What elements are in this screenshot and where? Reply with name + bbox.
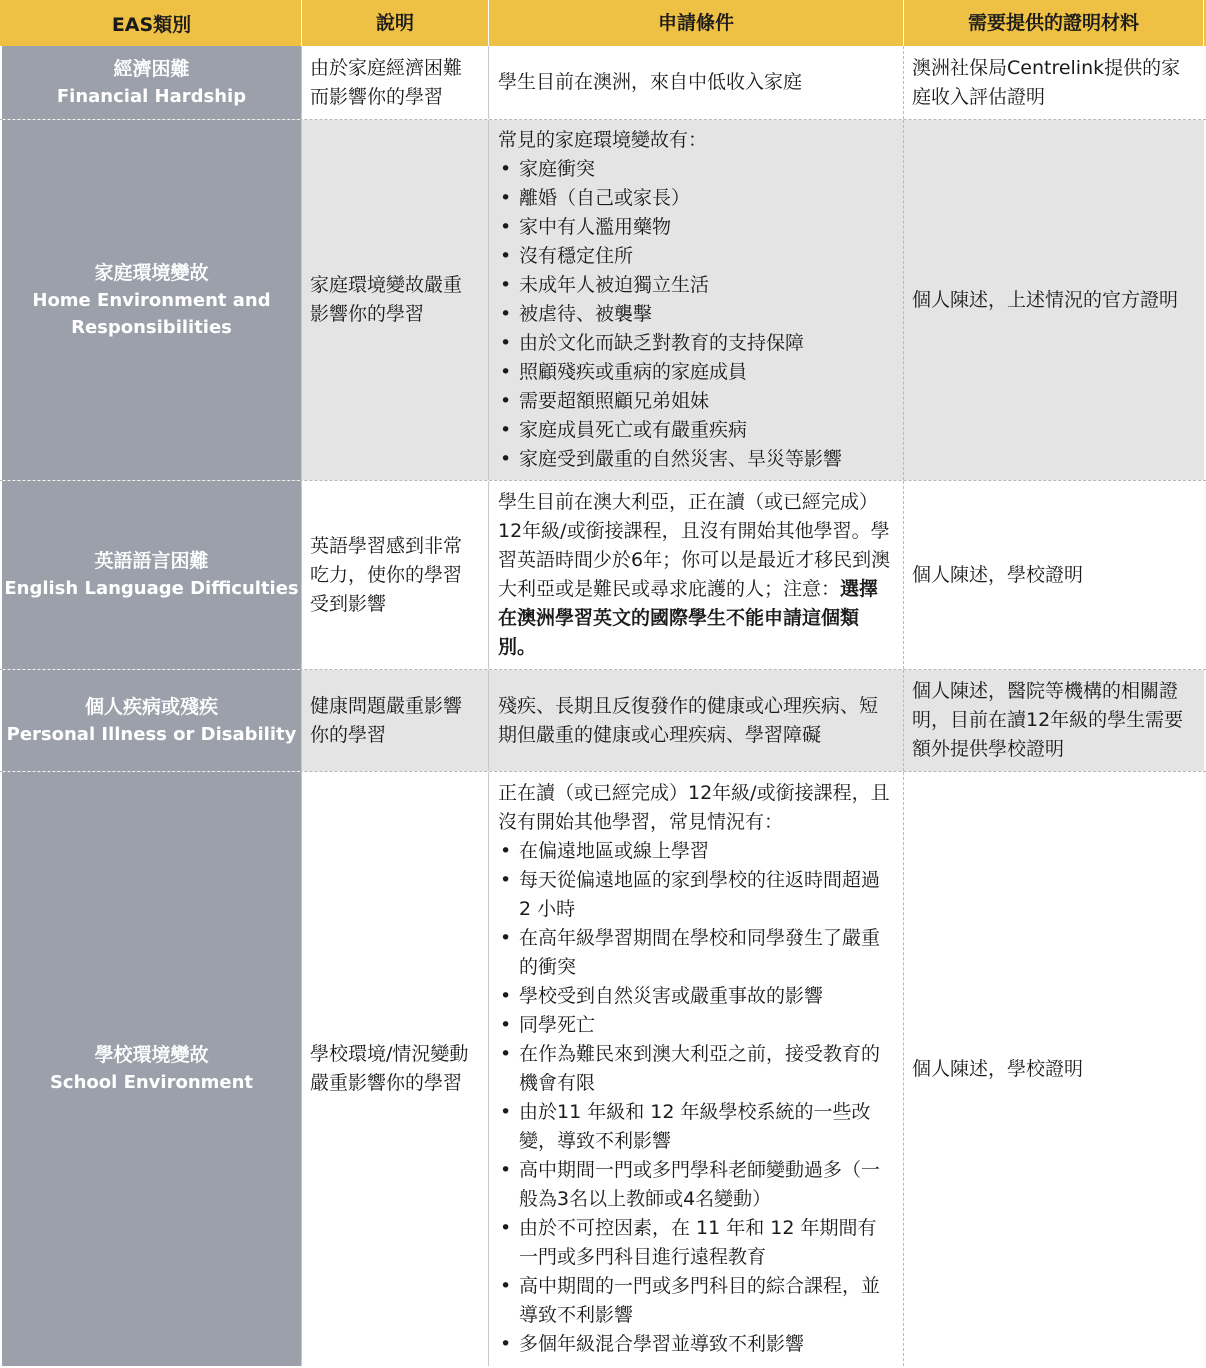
category-cell — [2, 120, 302, 480]
category-zh: 學校環境變故 — [94, 1044, 209, 1066]
category-en: Home Environment and Responsibilities — [32, 289, 271, 338]
description-cell: 健康問題嚴重影響你的學習 — [302, 670, 489, 771]
category-cell — [2, 772, 302, 1366]
category-cell — [2, 670, 302, 771]
condition-body: 學生目前在澳大利亞，正在讀（或已經完成）12年級/或銜接課程，且沒有開始其他學習。學習英語時間少於6年；你可以是最近才移民到澳大利亞或是難民或尋求庇護的人；注意： — [498, 491, 891, 600]
category-zh: 個人疾病或殘疾 — [84, 695, 218, 718]
list-item: • 照顧殘疾或重病的家庭成員 — [498, 358, 894, 387]
table-row-financial-hardship — [0, 46, 1206, 119]
condition-list — [498, 155, 894, 474]
condition-text: 殘疾、長期且反復發作的健康或心理疾病、短期但嚴重的健康或心理疾病、學習障礙 — [498, 694, 879, 746]
list-item: • 多個年級混合學習並導致不利影響 — [498, 1330, 894, 1359]
list-item: • 需要超額照顧兄弟姐妹 — [498, 387, 894, 416]
list-item: • 在作為難民來到澳大利亞之前，接受教育的機會有限 — [498, 1040, 894, 1098]
list-item: • 由於11 年級和 12 年級學校系統的一些改變，導致不利影響 — [498, 1098, 894, 1156]
header-conditions: 申請條件 — [489, 0, 904, 46]
list-item: • 家庭受到嚴重的自然災害、旱災等影響 — [498, 445, 894, 474]
list-item: • 同學死亡 — [498, 1011, 894, 1040]
table-row-school-environment — [0, 772, 1206, 1366]
condition-text — [498, 488, 894, 662]
description-cell: 英語學習感到非常吃力，使你的學習受到影響 — [302, 481, 489, 669]
evidence-cell: 澳洲社保局Centrelink提供的家庭收入評估證明 — [912, 56, 1181, 108]
header-category: EAS類別 — [2, 0, 302, 46]
condition-list — [498, 837, 894, 1359]
category-zh: 家庭環境變故 — [94, 261, 209, 284]
category-en: English Language Difficulties — [4, 578, 299, 599]
list-item: • 高中期間一門或多門學科老師變動過多（一般為3名以上教師或4名變動） — [498, 1156, 894, 1214]
category-cell — [2, 481, 302, 669]
description-cell: 學校環境/情況變動嚴重影響你的學習 — [302, 772, 489, 1366]
category-en: Financial Hardship — [56, 85, 247, 107]
category-cell — [2, 46, 302, 119]
condition-cell — [489, 670, 904, 771]
condition-cell — [489, 46, 904, 119]
header-evidence: 需要提供的證明材料 — [904, 0, 1204, 46]
condition-text: 學生目前在澳洲，來自中低收入家庭 — [498, 71, 803, 93]
list-item: • 沒有穩定住所 — [498, 242, 894, 271]
list-item: • 由於文化而缺乏對教育的支持保障 — [498, 329, 894, 358]
condition-cell — [489, 120, 904, 480]
condition-cell — [489, 772, 904, 1366]
category-en: Personal Illness or Disability — [6, 723, 297, 745]
description-cell: 由於家庭經濟困難而影響你的學習 — [302, 46, 489, 119]
list-item: • 離婚（自己或家長） — [498, 184, 894, 213]
list-item: • 高中期間的一門或多門科目的綜合課程，並導致不利影響 — [498, 1272, 894, 1330]
category-en: School Environment — [49, 1072, 254, 1093]
table-row-personal-illness — [0, 670, 1206, 771]
category-zh: 經濟困難 — [113, 57, 190, 80]
table-header — [0, 0, 1206, 46]
list-item: • 每天從偏遠地區的家到學校的往返時間超過 2 小時 — [498, 866, 894, 924]
evidence-cell: 個人陳述，學校證明 — [912, 563, 1084, 586]
evidence-cell: 個人陳述，醫院等機構的相關證明，目前在讀12年級的學生需要額外提供學校證明 — [904, 670, 1204, 771]
list-item: • 由於不可控因素，在 11 年和 12 年期間有一門或多門科目進行遠程教育 — [498, 1214, 894, 1272]
condition-intro: 常見的家庭環境變故有： — [498, 129, 708, 151]
condition-note: 選擇在澳洲學習英文的國際學生不能申請這個類別。 — [498, 578, 879, 658]
list-item: • 未成年人被迫獨立生活 — [498, 271, 894, 300]
evidence-cell: 個人陳述，學校證明 — [912, 1057, 1084, 1080]
table-row-home-environment — [0, 120, 1206, 480]
list-item: • 家庭成員死亡或有嚴重疾病 — [498, 416, 894, 445]
header-description: 說明 — [302, 0, 489, 46]
condition-intro: 正在讀（或已經完成）12年級/或銜接課程，且沒有開始其他學習，常見情況有： — [498, 782, 890, 833]
table-row-english-language — [0, 481, 1206, 669]
list-item: • 在高年級學習期間在學校和同學發生了嚴重的衝突 — [498, 924, 894, 982]
list-item: • 被虐待、被襲擊 — [498, 300, 894, 329]
category-zh: 英語語言困難 — [94, 550, 209, 572]
condition-cell — [489, 481, 904, 669]
list-item: • 學校受到自然災害或嚴重事故的影響 — [498, 982, 894, 1011]
list-item: • 家庭衝突 — [498, 155, 894, 184]
list-item: • 家中有人濫用藥物 — [498, 213, 894, 242]
list-item: • 在偏遠地區或線上學習 — [498, 837, 894, 866]
evidence-cell: 個人陳述，上述情況的官方證明 — [904, 120, 1204, 480]
description-cell: 家庭環境變故嚴重影響你的學習 — [302, 120, 489, 480]
